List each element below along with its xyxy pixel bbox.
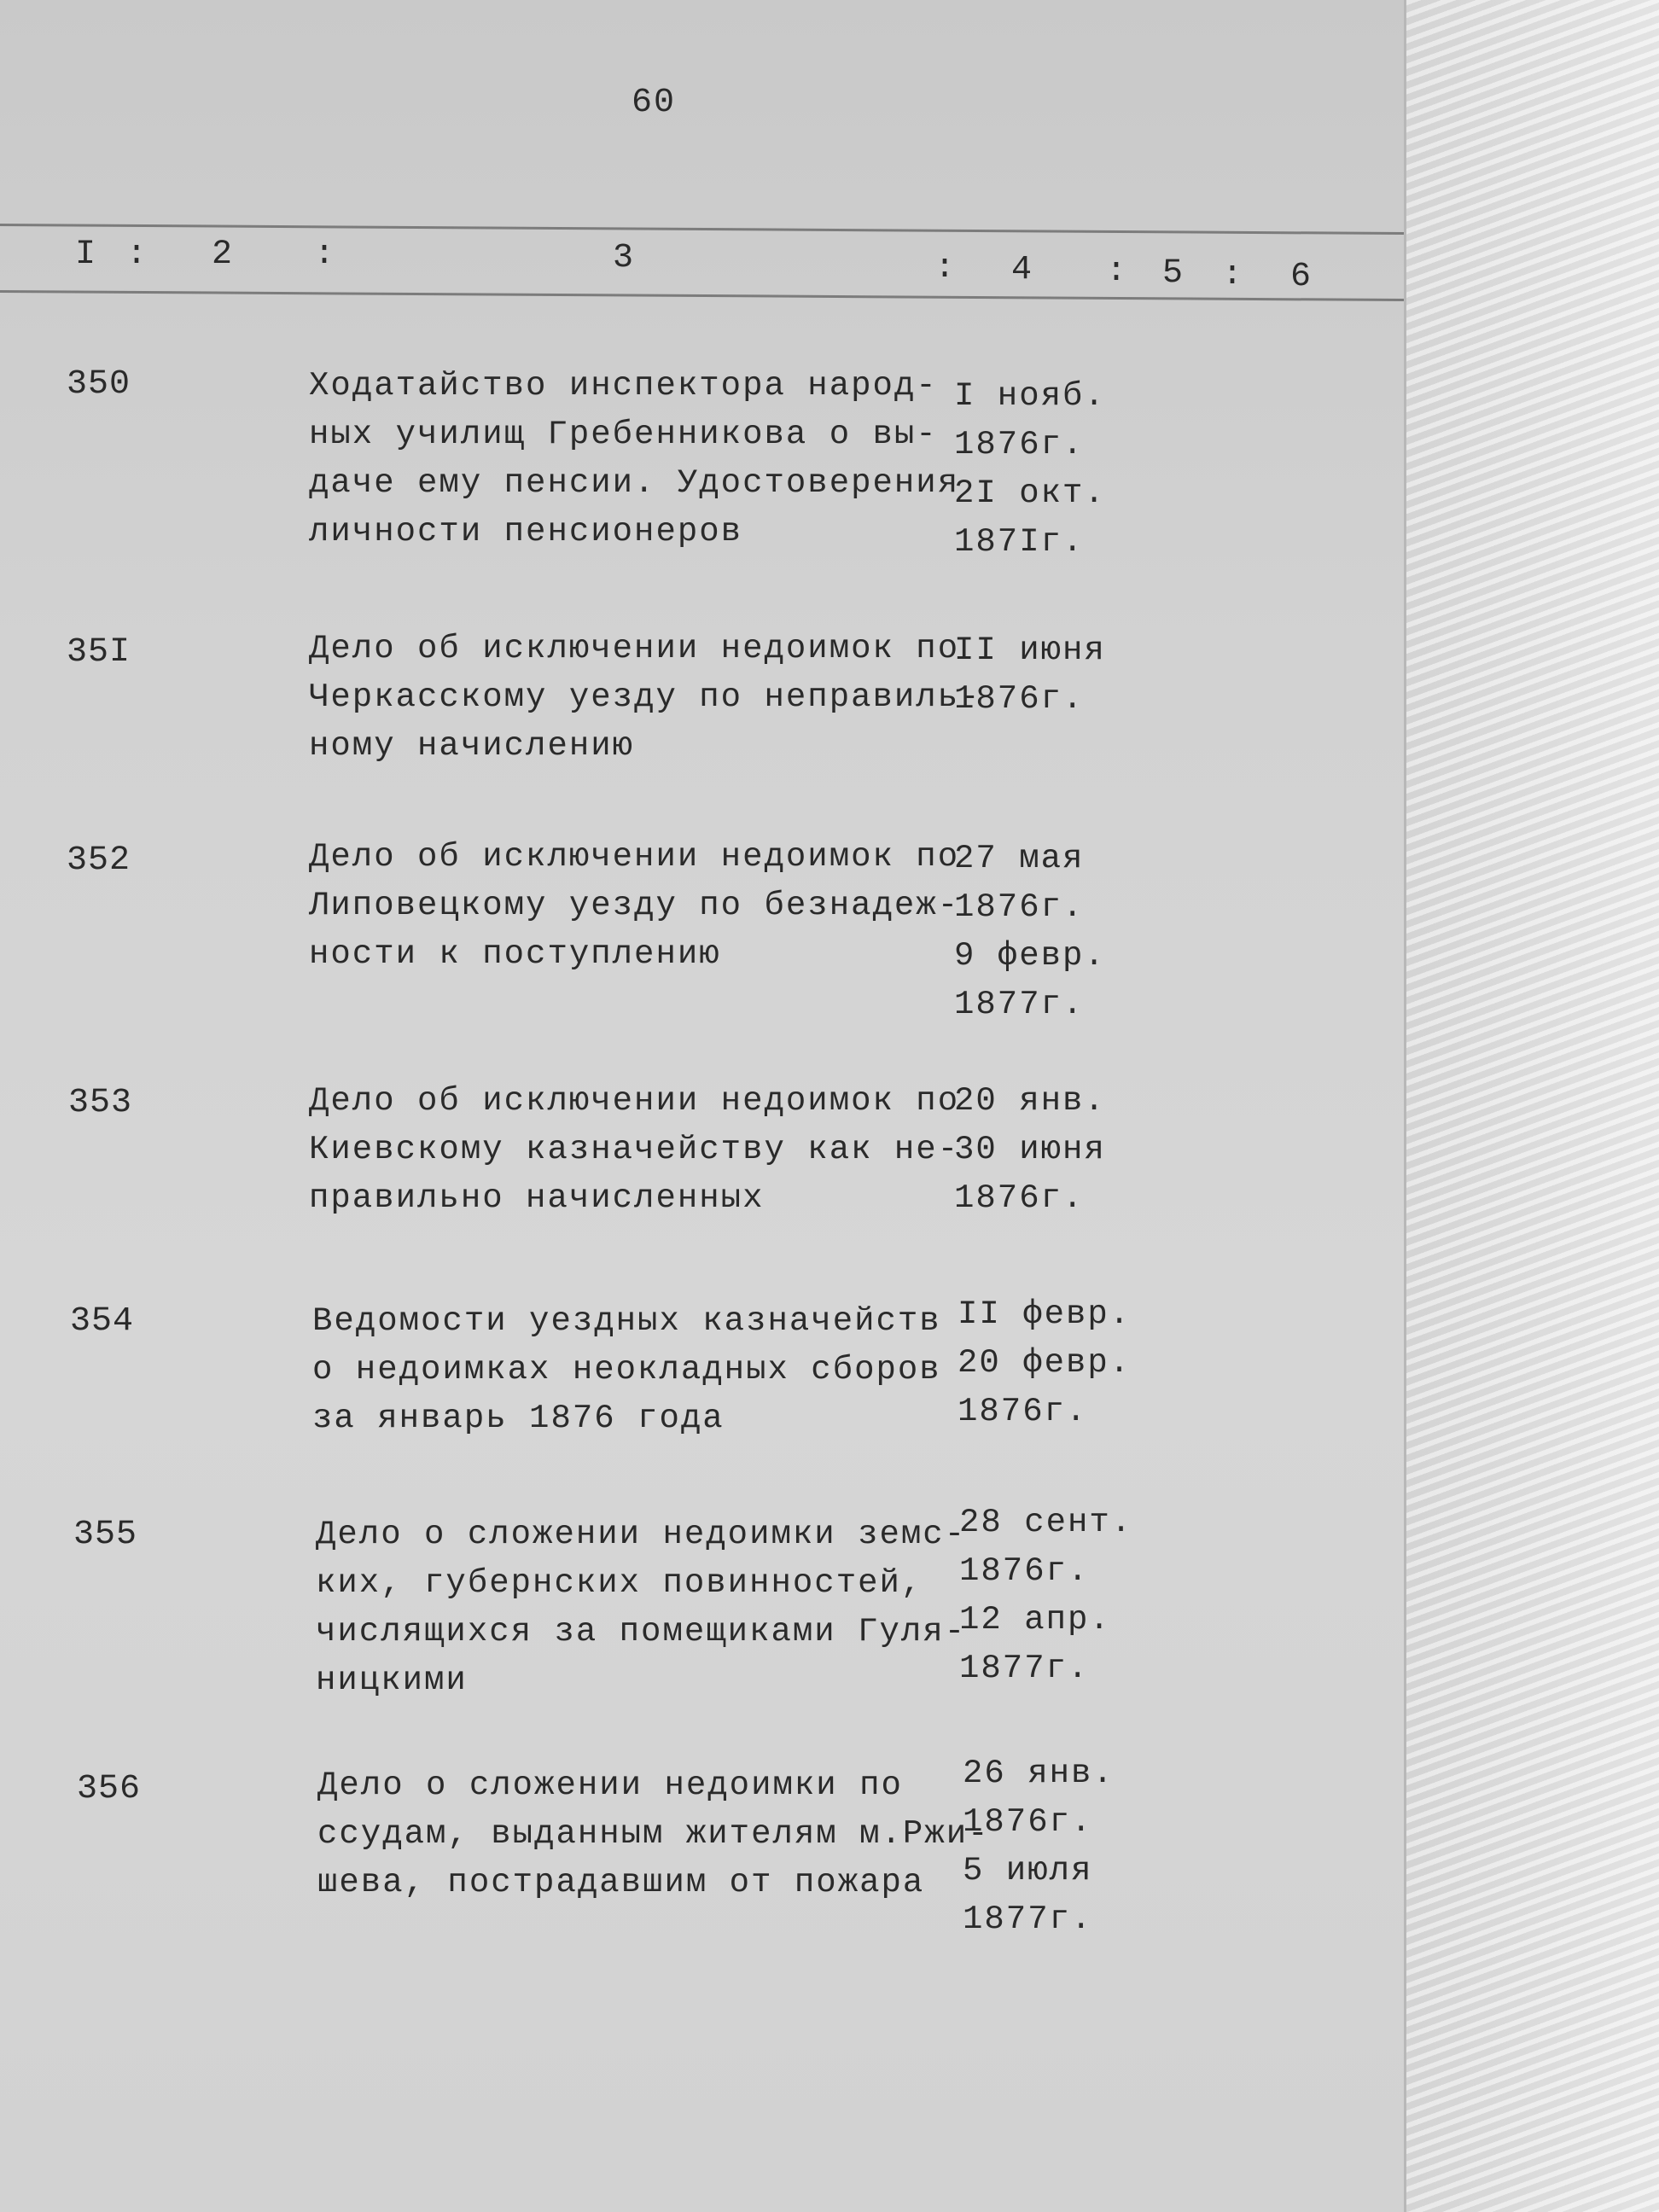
record-number: 350 [67, 365, 131, 404]
record-dates: I нояб. 1876г. 2I окт. 187Iг. [954, 377, 1106, 561]
record-number: 356 [77, 1770, 142, 1808]
header-bottom-rule [0, 290, 1404, 301]
record-number: 353 [68, 1084, 133, 1122]
column-separator: : [934, 249, 956, 288]
column-separator: : [126, 236, 148, 274]
record-title: Дело об исключении недоимок по Липовецкому уезду по безнадеж- ности к поступлению [309, 838, 960, 973]
record-title: Дело об исключении недоимок по Черкасскому уезду по неправиль- ному начислению [309, 630, 981, 765]
column-separator: : [314, 236, 335, 274]
record-title: Дело об исключении недоимок по Киевскому казначейству как не- правильно начисленных [309, 1082, 960, 1217]
underlying-sheet [1406, 0, 1659, 2212]
column-header-1: I [75, 236, 96, 274]
record-dates: II февр. 20 февр. 1876г. [958, 1295, 1132, 1430]
record-number: 352 [67, 841, 131, 880]
page-number: 60 [632, 84, 677, 122]
record-number: 35I [67, 633, 131, 672]
column-header-4: 4 [1011, 251, 1033, 289]
record-title: Дело о сложении недоимки земс- ких, губернских повинностей, числящихся за помещиками Гуля- ницкими [316, 1516, 967, 1699]
record-dates: II июня 1876г. [954, 632, 1106, 718]
column-header-6: 6 [1290, 258, 1312, 296]
record-number: 354 [70, 1302, 135, 1341]
column-separator: : [1106, 253, 1127, 291]
record-title: Ведомости уездных казначейств о недоимках неокладных сборов за январь 1876 года [312, 1302, 941, 1437]
record-dates: 26 янв. 1876г. 5 июля 1877г. [963, 1755, 1115, 1938]
record-title: Дело о сложении недоимки по ссудам, выданным жителям м.Ржи- шева, пострадавшим от пожара [317, 1767, 990, 1901]
column-separator: : [1222, 256, 1243, 294]
record-dates: 28 сент. 1876г. 12 апр. 1877г. [959, 1504, 1133, 1687]
column-header-3: 3 [613, 239, 634, 277]
record-dates: 27 мая 1876г. 9 февр. 1877г. [954, 840, 1106, 1023]
record-title: Ходатайство инспектора народ- ных училищ Гребенникова о вы- даче ему пенсии. Удостоверения личности пенсионеров [309, 367, 960, 550]
column-header-5: 5 [1162, 254, 1184, 293]
column-header-2: 2 [212, 236, 233, 274]
record-dates: 20 янв. 30 июня 1876г. [954, 1082, 1106, 1217]
header-top-rule [0, 224, 1404, 235]
record-number: 355 [73, 1516, 138, 1554]
